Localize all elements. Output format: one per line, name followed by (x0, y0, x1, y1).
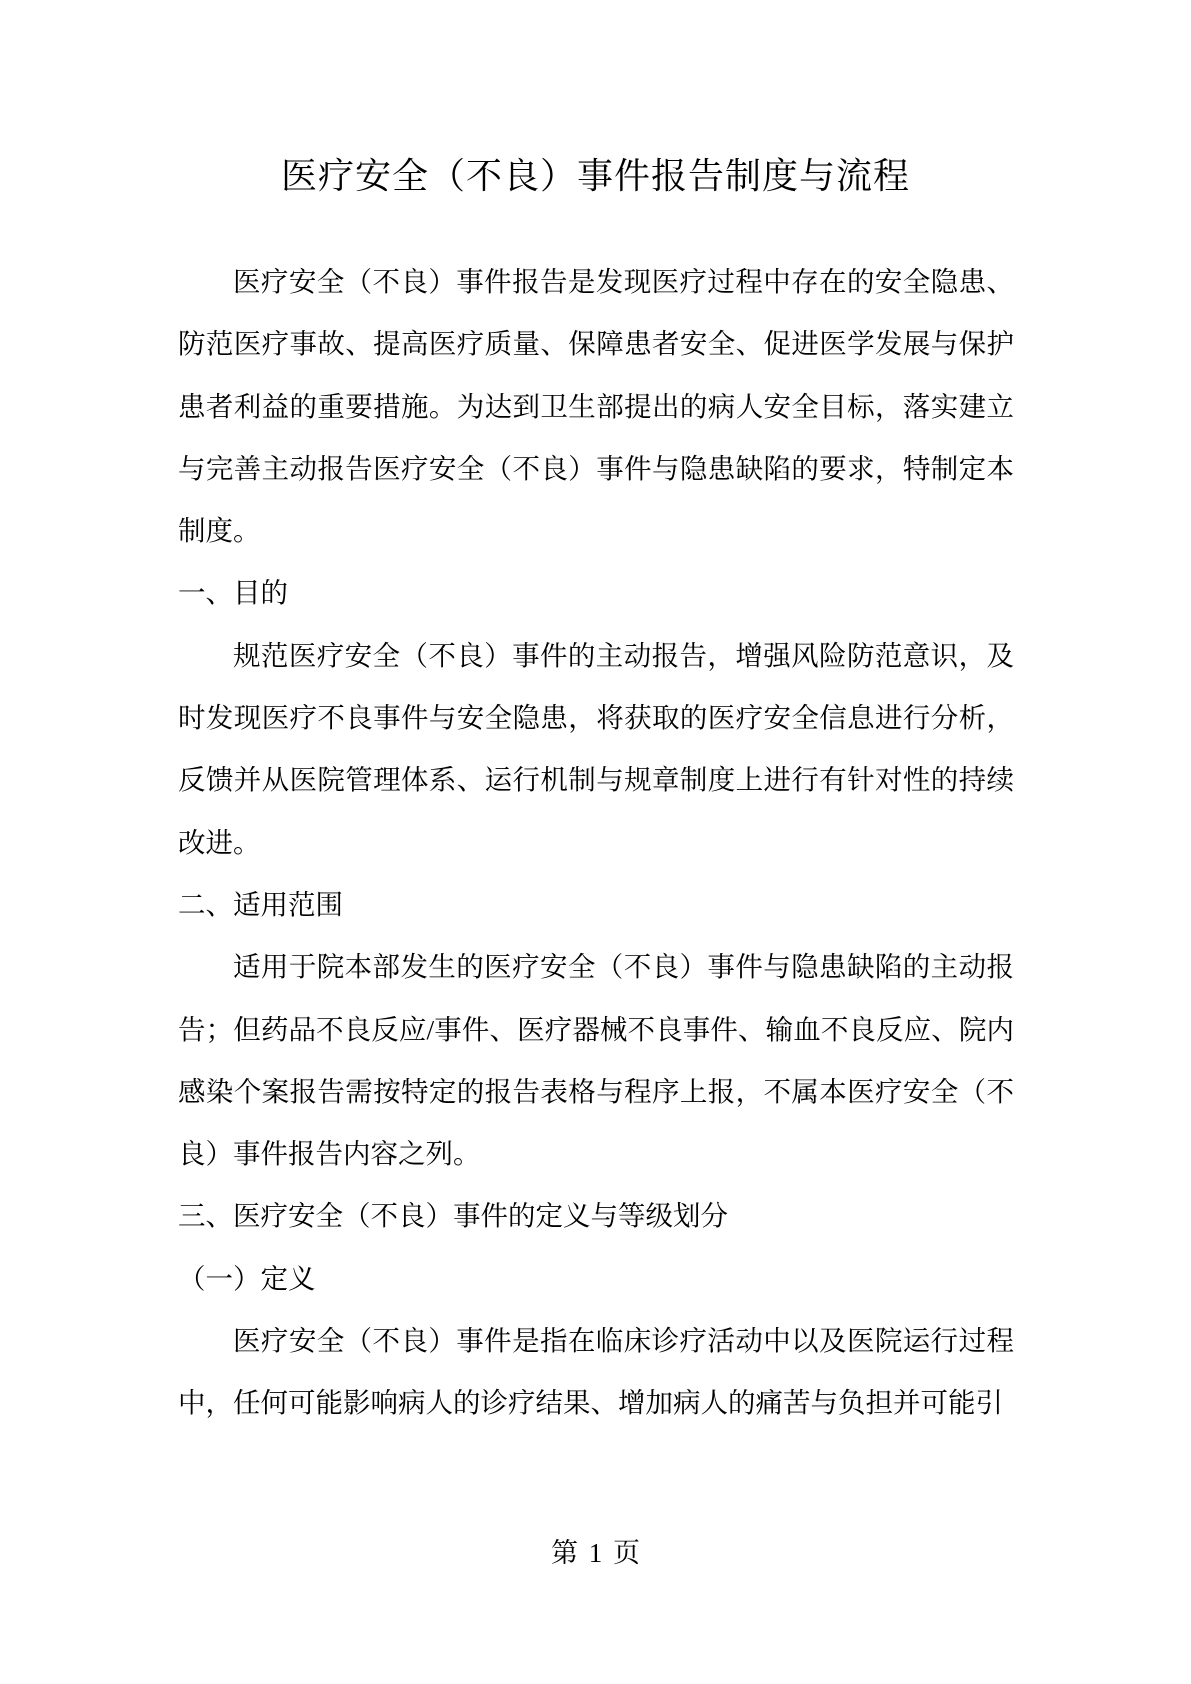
document-body (178, 251, 1014, 1435)
definition-paragraph: 医疗安全（不良）事件是指在临床诊疗活动中以及医院运行过程中，任何可能影响病人的诊疗结果、增加病人的痛苦与负担并可能引 (178, 1325, 1014, 1419)
section-heading-purpose: 一、目的 (178, 577, 288, 609)
section-heading-definition-grading: 三、医疗安全（不良）事件的定义与等级划分 (178, 1200, 728, 1232)
subsection-heading-definition: （一）定义 (178, 1262, 316, 1294)
scope-paragraph: 适用于院本部发生的医疗安全（不良）事件与隐患缺陷的主动报告；但药品不良反应/事件、医疗器械不良事件、输血不良反应、院内感染个案报告需按特定的报告表格与程序上报，不属本医疗安全（不良）事件报告内容之列。 (178, 951, 1014, 1170)
section-heading-scope: 二、适用范围 (178, 888, 343, 920)
document-title: 医疗安全（不良）事件报告制度与流程 (280, 156, 910, 196)
purpose-paragraph: 规范医疗安全（不良）事件的主动报告，增强风险防范意识，及时发现医疗不良事件与安全隐患，将获取的医疗安全信息进行分析，反馈并从医院管理体系、运行机制与规章制度上进行有针对性的持续改进。 (178, 639, 1014, 858)
page-number-footer: 第 1 页 (551, 1538, 640, 1568)
intro-paragraph: 医疗安全（不良）事件报告是发现医疗过程中存在的安全隐患、防范医疗事故、提高医疗质量、保障患者安全、促进医学发展与保护患者利益的重要措施。为达到卫生部提出的病人安全目标，落实建立与完善主动报告医疗安全（不良）事件与隐患缺陷的要求，特制定本制度。 (178, 266, 1014, 547)
